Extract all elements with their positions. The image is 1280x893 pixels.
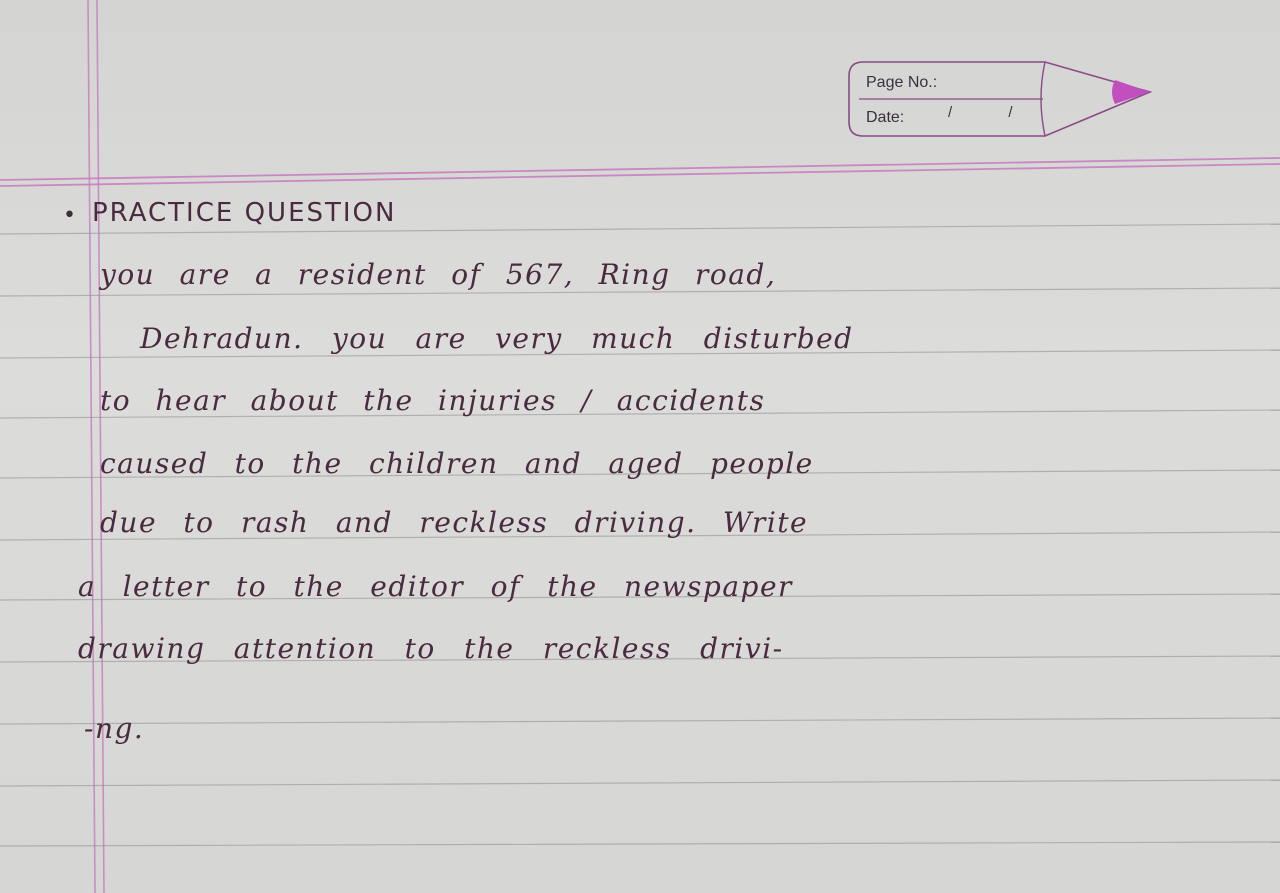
- page-no-label: Page No.:: [866, 74, 938, 91]
- page-date-box: [845, 58, 1155, 140]
- header-line-bottom: [0, 164, 1280, 186]
- bullet-mark: •: [63, 203, 76, 228]
- practice-heading: PRACTICE QUESTION: [92, 198, 397, 228]
- handwritten-line: a letter to the editor of the newspaper: [78, 570, 793, 603]
- handwritten-line: drawing attention to the reckless drivi-: [78, 632, 784, 665]
- handwritten-line: caused to the children and aged people: [100, 447, 814, 480]
- handwritten-line: you are a resident of 567, Ring road,: [100, 258, 777, 291]
- handwritten-line: Dehradun. you are very much disturbed: [140, 322, 854, 355]
- handwritten-line: to hear about the injuries / accidents: [100, 384, 766, 417]
- handwritten-line: -ng.: [84, 712, 145, 745]
- handwritten-line: due to rash and reckless driving. Write: [100, 506, 809, 539]
- date-separators: / /: [948, 104, 1039, 121]
- margin-line-left: [88, 0, 95, 893]
- header-line-top: [0, 158, 1280, 180]
- date-label: Date:: [866, 109, 905, 126]
